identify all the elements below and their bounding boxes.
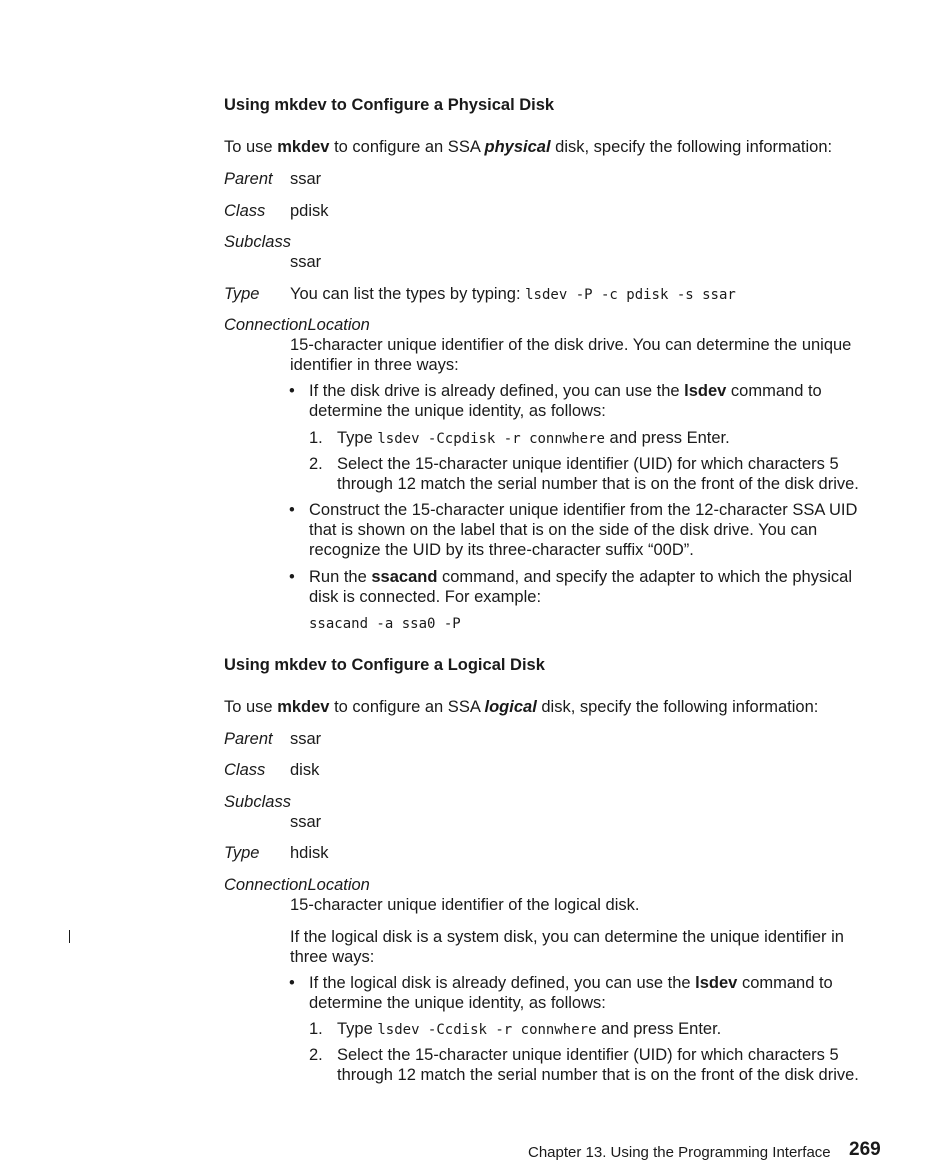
logical-connloc-desc: 15-character unique identifier of the logical disk.: [290, 896, 640, 914]
physical-b1-line2: determine the unique identity, as follows:: [309, 402, 606, 420]
logical-emphasis: logical: [484, 698, 537, 716]
logical-system-disk-line2: three ways:: [290, 948, 375, 966]
physical-connloc-term: ConnectionLocation: [224, 316, 370, 334]
lsdev-command: lsdev: [684, 382, 727, 400]
logical-system-disk-line1: If the logical disk is a system disk, you can determine the unique identifier in: [290, 928, 844, 946]
physical-b2-line3: recognize the UID by its three-character suffix “00D”.: [309, 541, 694, 559]
logical-step1-num: 1.: [309, 1020, 323, 1038]
logical-disk-heading: Using mkdev to Configure a Logical Disk: [224, 656, 545, 674]
logical-type-value: hdisk: [290, 844, 329, 862]
logical-parent-term: Parent: [224, 730, 273, 748]
physical-step2-line1: Select the 15-character unique identifier (UID) for which characters 5: [337, 455, 839, 473]
logical-subclass-term: Subclass: [224, 793, 291, 811]
footer-chapter: Chapter 13. Using the Programming Interface: [528, 1144, 831, 1161]
logical-step2-num: 2.: [309, 1046, 323, 1064]
physical-disk-heading: Using mkdev to Configure a Physical Disk: [224, 96, 555, 114]
logical-subclass-value: ssar: [290, 813, 322, 831]
logical-intro: To use mkdev to configure an SSA logical disk, specify the following information:: [224, 698, 819, 716]
logical-class-value: disk: [290, 761, 320, 779]
revision-change-bar: [69, 930, 70, 943]
physical-step1-num: 1.: [309, 429, 323, 447]
bullet-glyph: •: [289, 568, 295, 586]
physical-step2-num: 2.: [309, 455, 323, 473]
physical-emphasis: physical: [484, 138, 551, 156]
logical-class-term: Class: [224, 761, 266, 779]
lsdev-command: lsdev: [695, 974, 738, 992]
bullet-glyph: •: [289, 974, 295, 992]
physical-parent-term: Parent: [224, 170, 273, 188]
physical-b2-line2: that is shown on the label that is on the side of the disk drive. You can: [309, 521, 818, 539]
physical-parent-value: ssar: [290, 170, 322, 188]
bullet-glyph: •: [289, 382, 295, 400]
lsdev-disk-code: lsdev -Ccdisk -r connwhere: [377, 1022, 597, 1038]
logical-connloc-term: ConnectionLocation: [224, 876, 370, 894]
physical-b1-line1: If the disk drive is already defined, you can use the lsdev command to: [309, 382, 822, 400]
physical-connloc-desc-1: 15-character unique identifier of the disk drive. You can determine the unique: [290, 336, 852, 354]
logical-b1-line2: determine the unique identity, as follows:: [309, 994, 606, 1012]
lsdev-pdisk-code: lsdev -Ccpdisk -r connwhere: [377, 431, 605, 447]
ssacand-command: ssacand: [371, 568, 438, 586]
page-number: 269: [849, 1139, 881, 1160]
physical-type-term: Type: [224, 285, 260, 303]
physical-subclass-term: Subclass: [224, 233, 291, 251]
physical-b2-line1: Construct the 15-character unique identifier from the 12-character SSA UID: [309, 501, 858, 519]
logical-step2-line2: through 12 match the serial number that is on the front of the disk drive.: [337, 1066, 859, 1084]
physical-b3-line2: disk is connected. For example:: [309, 588, 542, 606]
physical-class-term: Class: [224, 202, 266, 220]
physical-intro: To use mkdev to configure an SSA physical disk, specify the following information:: [224, 138, 833, 156]
ssacand-example-code: ssacand -a ssa0 -P: [309, 616, 461, 632]
logical-step2-line1: Select the 15-character unique identifier (UID) for which characters 5: [337, 1046, 839, 1064]
logical-type-term: Type: [224, 844, 260, 862]
bullet-glyph: •: [289, 501, 295, 519]
physical-class-value: pdisk: [290, 202, 329, 220]
physical-connloc-desc-2: identifier in three ways:: [290, 356, 459, 374]
physical-type-desc: You can list the types by typing: lsdev -P -c pdisk -s ssar: [290, 285, 736, 303]
physical-b3-line1: Run the ssacand command, and specify the adapter to which the physical: [309, 568, 852, 586]
physical-subclass-value: ssar: [290, 253, 322, 271]
lsdev-types-code: lsdev -P -c pdisk -s ssar: [525, 287, 736, 303]
physical-step2-line2: through 12 match the serial number that is on the front of the disk drive.: [337, 475, 859, 493]
logical-parent-value: ssar: [290, 730, 322, 748]
physical-step1: Type lsdev -Ccpdisk -r connwhere and press Enter.: [337, 429, 730, 447]
logical-step1: Type lsdev -Ccdisk -r connwhere and press Enter.: [337, 1020, 722, 1038]
logical-b1-line1: If the logical disk is already defined, you can use the lsdev command to: [309, 974, 833, 992]
mkdev-command: mkdev: [277, 138, 330, 156]
mkdev-command: mkdev: [277, 698, 330, 716]
